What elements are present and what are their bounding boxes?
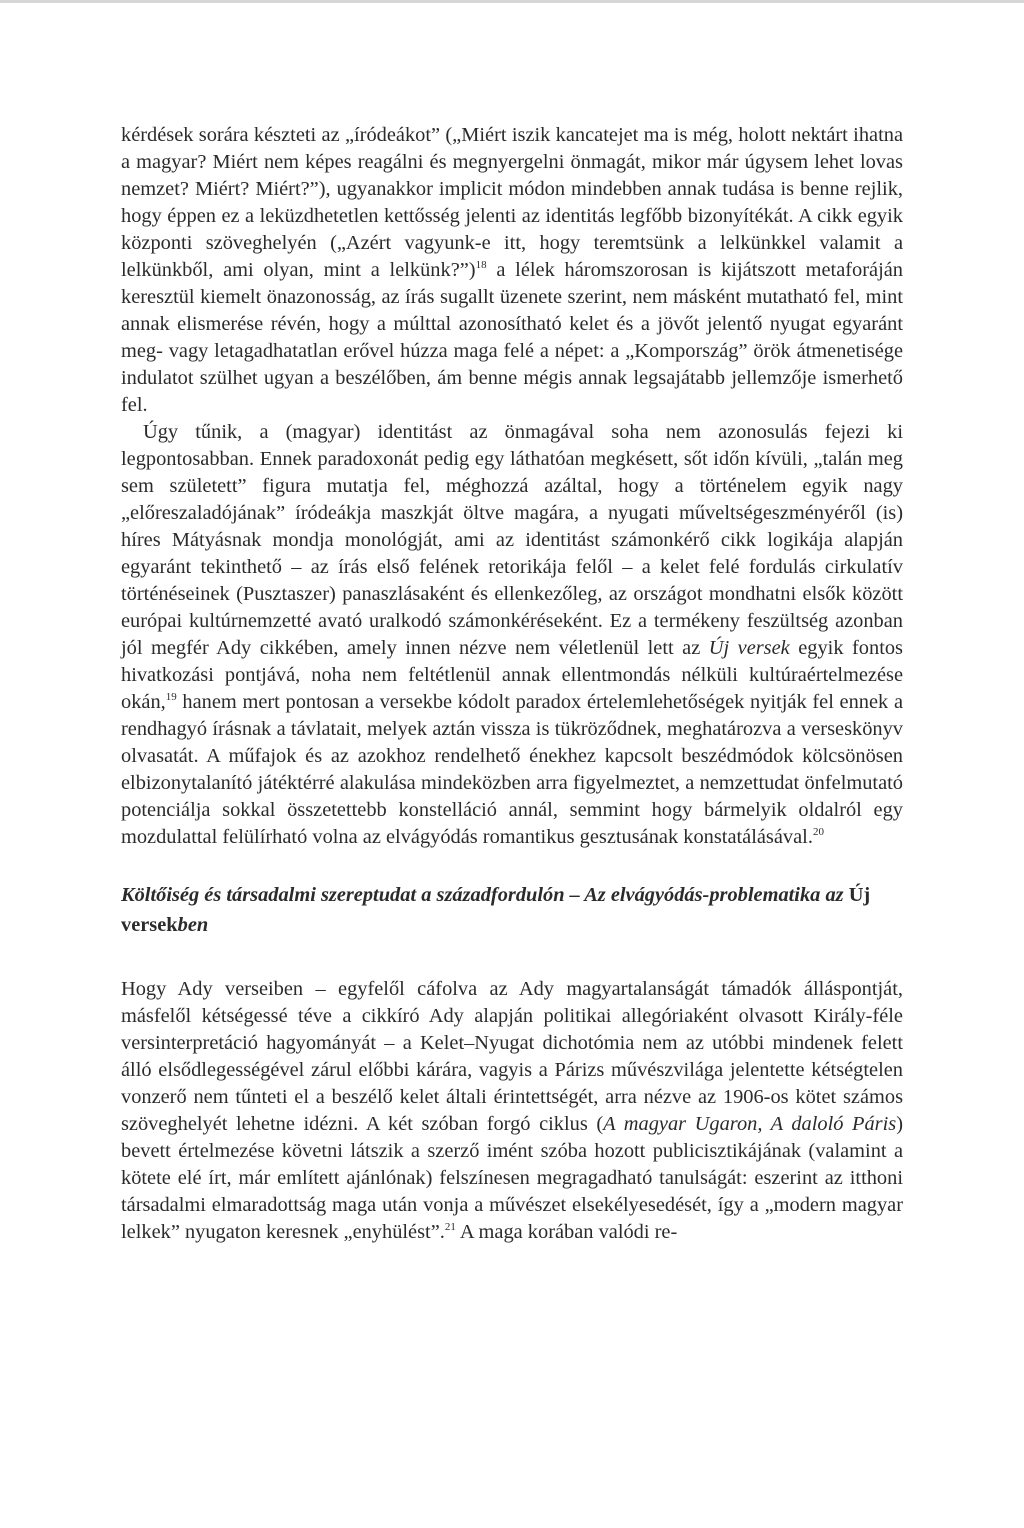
- text-run: ) bevett értelmezése követni látszik a szerző imént szóba hozott publicisztikájának (valamint a kötete elé írt, már említett ajánlónak) felszínesen megragadható tanulságát: eszerint az itthoni társadalmi elmaradottság maga után vonja a művészet elsekélyesedését, így a „modern magyar lelkek” nyugaton keresnek „enyhülést”.: [121, 1113, 903, 1243]
- scan-top-edge: [0, 0, 1024, 3]
- text-run: Hogy Ady verseiben – egyfelől cáfolva az Ady magyartalanságát támadók álláspontját, másfelől kétségessé téve a cikkíró Ady alapján politikai allegóriaként olvasott Király-féle versinterpretáció hagyományát – a Kelet–Nyugat dichotómia nem az utóbbi mindenek felett álló elsődlegességével zárul előbbi kárára, vagyis a Párizs művészvilága jelentette kétségtelen vonzerő nem tűnteti el a beszélő kelet általi érintettségét, arra nézve az 1906-os kötet számos szöveghelyét lehetne idézni. A két szóban forgó ciklus (: [121, 978, 903, 1135]
- footnote-ref-21: 21: [444, 1221, 456, 1234]
- text-run: a lélek háromszorosan is kijátszott metaforáján keresztül kiemelt önazonosság, az írás sugallt üzenete szerint, nem másként mutatható fel, mint annak elismerése révén, hogy a múlttal azonosítható kelet és a jövőt jelentő nyugat egyaránt meg- vagy letagadhatatlan erővel húzza maga felé a népet: a „Kompország” örök átmenetisége indulatot szülhet ugyan a beszélőben, ám benne mégis annak legsajátabb jellemzője ismerhető fel.: [121, 259, 903, 416]
- text-run: Úgy tűnik, a (magyar) identitást az önmagával soha nem azonosulás fejezi ki legpontosabban. Ennek paradoxonát pedig egy láthatóan megkésett, sőt időn kívüli, „talán meg sem született” figura mutatja fel, méghozzá azáltal, hogy a történelem egyik nagy „előreszaladójának” íródeákja maszkját öltve magára, a nyugati műveltségeszményéről (is) híres Mátyásnak mondja monológját, ami az identitást számonkérő cikk logikája alapján egyaránt tekinthető – az írás első felének retorikája felől – a kelet felé fordulás cirkulatív történéseinek (Pusztaszer) panaszlásaként és ellenkezőleg, az országot mondhatni elsők között európai kultúrnemzetté avató uralkodó számonkéréseként. Ez a termékeny feszültség azonban jól megfér Ady cikkében, amely innen nézve nem véletlenül lett az: [121, 421, 903, 659]
- text-run: A maga korában valódi re-: [455, 1221, 678, 1243]
- heading-suffix: ben: [177, 914, 209, 936]
- text-run: kérdések sorára készteti az „íródeákot” („Miért iszik kancatejet ma is még, holott nektárt ihatna a magyar? Miért nem képes reagálni és megnyergelni önmagát, mikor már úgysem lehet lovas nemzet? Miért? Miért?”), ugyanakkor implicit módon mindebben annak tudása is benne rejlik, hogy éppen ez a leküzdhetetlen kettősség jelenti az identitás legfőbb bizonyítékát. A cikk egyik központi szöveghelyén („Azért vagyunk-e itt, hogy teremtsünk a lelkünkkel valamit a lelkünkből, ami olyan, mint a lelkünk?”): [121, 124, 903, 281]
- text-run: hanem mert pontosan a versekbe kódolt paradox értelemlehetőségek nyitják fel ennek a rendhagyó írásnak a távlatait, melyek aztán vissza is tükröződnek, meghatározva a verseskönyv olvasatát. A műfajok és az azokhoz rendelhető énekhez kapcsolt beszédmódok kölcsönösen elbizonytalanító játéktérré alakulása mindeközben arra figyelmeztet, a nemzettudat önfelmutató potenciálja sokkal összetettebb konstelláció annál, semmint hogy bármelyik oldalról egy mozdulattal felülírható volna az elvágyódás romantikus gesztusának konstatálásával.: [121, 691, 903, 848]
- page-body: [121, 122, 903, 1246]
- text-run: egyik fontos hivatkozási pontjává, noha nem feltétlenül annak ellentmondás nélküli kultúraértelmezése okán,: [121, 637, 903, 713]
- heading-book-title: Új versek: [121, 884, 871, 936]
- heading-text: Költőiség és társadalmi szereptudat a századfordulón – Az elvágyódás-problematika az: [121, 884, 849, 906]
- paragraph-1: [121, 122, 903, 419]
- paragraph-2: [121, 419, 903, 851]
- footnote-ref-19: 19: [165, 691, 177, 704]
- section-heading: [121, 880, 903, 940]
- footnote-ref-18: 18: [475, 259, 487, 272]
- paragraph-3: [121, 976, 903, 1246]
- cycle-titles: A magyar Ugaron, A daloló Páris: [603, 1113, 897, 1135]
- footnote-ref-20: 20: [812, 826, 824, 839]
- book-title-uj-versek: Új versek: [708, 637, 790, 659]
